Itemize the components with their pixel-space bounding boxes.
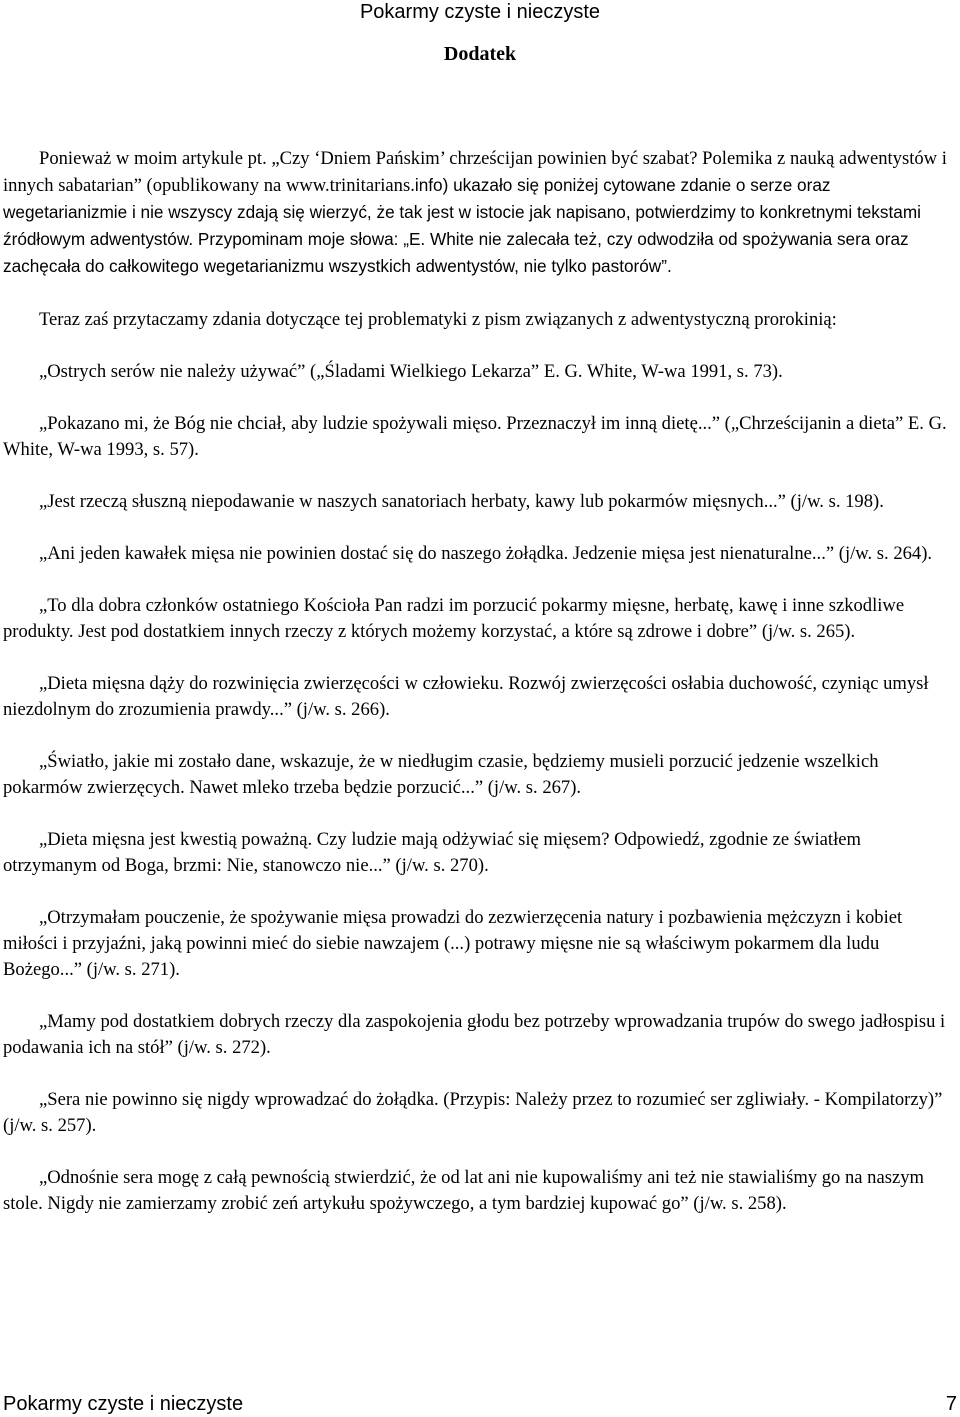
page-footer [0, 1391, 960, 1417]
document-body [3, 146, 957, 1243]
quote-paragraph: „Pokazano mi, że Bóg nie chciał, aby ludzie spożywali mięso. Przeznaczył im inną dietę...” („Chrześcijanin a dieta” E. G. White, W-wa 1993, s. 57). [3, 413, 947, 460]
quote-paragraph: „Dieta mięsna jest kwestią poważną. Czy ludzie mają odżywiać się mięsem? Odpowiedź, zgodnie ze światłem otrzymanym od Boga, brzmi: Nie, stanowczo nie...” (j/w. s. 270). [3, 829, 861, 876]
page-number: 7 [945, 1393, 957, 1415]
paragraph-lead-in: Teraz zaś przytaczamy zdania dotyczące tej problematyki z pism związanych z adwentystyczną prorokinią: [39, 309, 837, 330]
quote-paragraph: „Ani jeden kawałek mięsa nie powinien dostać się do naszego żołądka. Jedzenie mięsa jest nienaturalne...” (j/w. s. 264). [39, 543, 933, 564]
quote-paragraph: „To dla dobra członków ostatniego Kościoła Pan radzi im porzucić pokarmy mięsne, herbatę, kawę i inne szkodliwe produkty. Jest pod dostatkiem innych rzeczy z których możemy korzystać, a które są zdrowe i dobre” (j/w. s. 265). [3, 595, 905, 642]
running-header: Pokarmy czyste i nieczyste [359, 1, 601, 23]
quote-paragraph: „Ostrych serów nie należy używać” („Śladami Wielkiego Lekarza” E. G. White, W-wa 1991, s. 73). [39, 361, 783, 382]
quote-paragraph: „Światło, jakie mi zostało dane, wskazuje, że w niedługim czasie, będziemy musieli porzucić jedzenie wszelkich pokarmów zwierzęcych. Nawet mleko trzeba będzie porzucić...” (j/w. s. 267). [3, 751, 879, 798]
intro-text-serif: Ponieważ w moim artykule pt. „Czy ‘Dniem Pańskim’ chrześcijan powinien być szabat? Polemika z nauką adwentystów i innych sabatarian” (opublikowany na www.trinitarians. [3, 148, 947, 196]
footer-title: Pokarmy czyste i nieczyste [3, 1393, 244, 1415]
section-title: Dodatek [443, 43, 517, 65]
quote-paragraph: „Dieta mięsna dąży do rozwinięcia zwierzęcości w człowieku. Rozwój zwierzęcości osłabia duchowość, czyniąc umysł niezdolnym do zrozumienia prawdy...” (j/w. s. 266). [3, 673, 929, 720]
intro-paragraph [3, 146, 957, 280]
quote-paragraph: „Sera nie powinno się nigdy wprowadzać do żołądka. (Przypis: Należy przez to rozumieć ser zgliwiały. - Kompilatorzy)” (j/w. s. 257). [3, 1089, 943, 1136]
quote-paragraph: „Otrzymałam pouczenie, że spożywanie mięsa prowadzi do zezwierzęcenia natury i pozbawienia mężczyzn i kobiet miłości i przyjaźni, jaką powinni mieć do siebie nawzajem (...) potrawy mięsne nie są właściwym pokarmem dla ludu Bożego...” (j/w. s. 271). [3, 907, 903, 980]
quote-paragraph: „Mamy pod dostatkiem dobrych rzeczy dla zaspokojenia głodu bez potrzeby wprowadzania trupów do swego jadłospisu i podawania ich na stół” (j/w. s. 272). [3, 1011, 946, 1058]
intro-text-sans: info) ukazało się poniżej cytowane zdanie o serze oraz wegetarianizmie i nie wszyscy zdają się wierzyć, że tak jest w istocie jak napisano, potwierdzimy to konkretnymi tekstami źródłowym adwentystów. Przypominam moje słowa: „E. White nie zalecała też, czy odwodziła od spożywania sera oraz zachęcała do całkowitego wegetarianizmu wszystkich adwentystów, nie tylko pastorów”. [3, 175, 921, 276]
quote-paragraph: „Odnośnie sera mogę z całą pewnością stwierdzić, że od lat ani nie kupowaliśmy ani też nie stawialiśmy go na naszym stole. Nigdy nie zamierzamy zrobić zeń artykułu spożywczego, a tym bardziej kupować go” (j/w. s. 258). [3, 1167, 924, 1214]
quote-paragraph: „Jest rzeczą słuszną niepodawanie w naszych sanatoriach herbaty, kawy lub pokarmów mięsnych...” (j/w. s. 198). [39, 491, 884, 512]
